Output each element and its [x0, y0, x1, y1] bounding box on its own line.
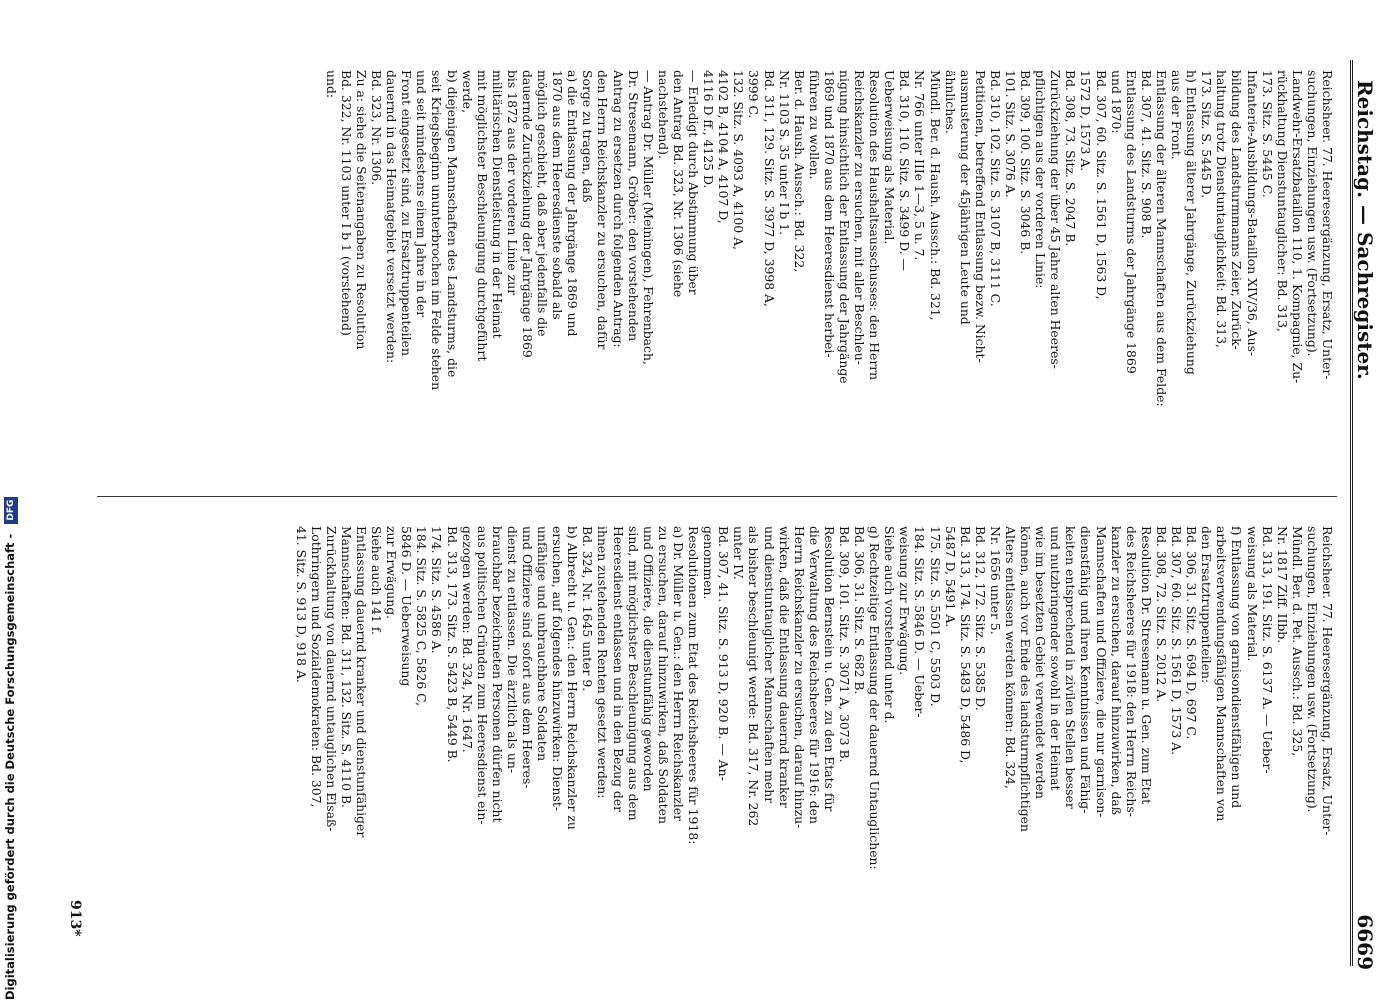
text-line: bildung des Landsturmmanns Zeier, Zurück-: [1229, 70, 1245, 350]
text-line: Zurückziehung der über 45 Jahre alten Heeres-: [1048, 70, 1064, 369]
text-line: Bd. 309, 101. Sitz. S. 3071 A, 3073 B.: [837, 526, 852, 763]
text-line: Sorge zu tragen, daß: [580, 70, 596, 203]
text-line: und dienstuntauglicher Mannschaften mehr: [761, 526, 777, 804]
text-line: genommen.: [701, 526, 717, 600]
text-line: 1870 aus dem Heeresdienste sobald als: [550, 70, 566, 320]
text-line: zu ersuchen, darauf hinzuwirken, daß Soldaten: [655, 526, 671, 824]
text-line: Dr. Stresemann, Gröber: den vorstehenden: [625, 70, 641, 342]
text-line: Mündl. Ber. d. Haush. Aussch.: Bd. 321,: [927, 70, 943, 321]
text-line: Reichsheer. 77. Heeresergänzung, Ersatz, Unter-: [1320, 526, 1335, 836]
text-line: Resolution Bernstein u. Gen. zu den Etats für: [821, 526, 837, 812]
text-line: 5846 D. — Ueberweisung: [399, 526, 415, 687]
text-line: kanzler zu ersuchen, darauf hinzuwirken, daß: [1108, 526, 1124, 816]
text-line: dienst zu entlassen. Die ärztlich als un-: [504, 526, 520, 774]
text-line: Bd. 323, Nr. 1306.: [369, 70, 385, 186]
text-line: b) diejenigen Mannschaften des Landsturms, die: [444, 70, 460, 378]
text-line: Entlassung der älteren Mannschaften aus dem Felde:: [1153, 70, 1169, 407]
text-line: 132. Sitz. S. 4093 A, 4100 A,: [731, 70, 747, 250]
text-line: Bd. 306, 31. Sitz. S. 682 B.: [852, 526, 868, 695]
text-line: und seit mindestens einem Jahre in der: [414, 70, 430, 318]
text-line: nachstehend).: [655, 70, 671, 159]
text-line: suchungen, Einziehungen usw. (Fortsetzung).: [1304, 526, 1320, 813]
text-line: haltung trotz Dienstuntauglichkeit: Bd. 313,: [1214, 70, 1230, 348]
text-line: Bd. 324, Nr. 1645 unter 9.: [580, 526, 596, 692]
text-line: Zurückhaltung von dauernd untauglichen Elsaß-: [323, 526, 339, 832]
text-line: und:: [323, 70, 339, 99]
text-line: 1572 D, 1573 A.: [1078, 70, 1094, 172]
text-line: nigung hinsichtlich der Entlassung der Jahrgänge: [837, 70, 852, 384]
text-line: den Herrn Reichskanzler zu ersuchen, dafür: [595, 70, 611, 350]
text-line: als bisher beschleunigt werde: Bd. 317, Nr. 262: [746, 526, 762, 827]
text-line: h) Entlassung älterer Jahrgänge, Zurückziehung: [1184, 70, 1200, 375]
credit-text: Digitalisierung gefördert durch die Deutsche Forschungsgemeinschaft -: [3, 533, 17, 1000]
text-line: a) Dr. Müller u. Gen.: den Herrn Reichskanzler: [670, 526, 686, 822]
dfg-logo: DFG: [4, 497, 18, 524]
text-line: ausmusterung der 45jährigen Leute und: [957, 70, 973, 325]
text-line: Nr. 766 unter IIIe 1—3, 5 u. 7.: [912, 70, 928, 261]
text-line: 175. Sitz. S. 5501 C, 5503 D.: [927, 526, 943, 707]
text-line: und Offiziere, die dienstunfähig geworden: [640, 526, 656, 792]
text-line: die Verwaltung des Reichsheeres für 1916: den: [806, 526, 822, 824]
text-line: Front eingesetzt sind, zu Ersatztruppenteilen: [399, 70, 415, 356]
text-line: Reichskanzler zu ersuchen, mit aller Beschleu-: [852, 70, 868, 365]
text-line: 184. Sitz. S. 5846 D. — Ueber-: [912, 526, 928, 718]
text-line: Siehe auch vorstehend unter d.: [882, 526, 898, 724]
text-line: ähnliches.: [942, 70, 958, 134]
text-line: den Ersatztruppenteilen:: [1199, 526, 1215, 684]
text-line: 5487 D, 5491 A.: [942, 526, 958, 628]
text-line: Bd. 308, 72. Sitz. S. 2012 A.: [1153, 526, 1169, 703]
text-line: wirken, daß die Entlassung dauernd kranker: [776, 526, 792, 808]
text-line: suchungen, Einziehungen usw. (Fortsetzung).: [1304, 70, 1320, 357]
text-line: weisung als Material.: [1244, 526, 1260, 662]
text-line: aus der Front.: [1169, 70, 1185, 160]
text-line: seit Kriegsbeginn ununterbrochen im Felde stehen: [429, 70, 445, 391]
text-line: zur Erwägung.: [384, 526, 400, 620]
column-right: [294, 526, 1335, 946]
text-line: Bd. 306, 31. Sitz. S. 694 D, 697 C.: [1184, 526, 1200, 740]
text-line: militärischen Dienstleistung in der Heimat: [489, 70, 505, 339]
text-line: aus politischen Gründen zum Heeresdienst ein-: [474, 526, 490, 825]
text-line: den Antrag Bd. 323, Nr. 1306 (siehe: [670, 70, 686, 298]
text-line: Landwehr-Ersatzbataillon 110, 1. Kompagnie, Zu-: [1289, 70, 1305, 384]
text-line: Bd. 311, 129. Sitz. S. 3977 D, 3998 A,: [761, 70, 777, 307]
text-line: Bd. 310, 110. Sitz. S. 3499 D. —: [897, 70, 913, 271]
text-line: Mündl. Ber. d. Pet. Aussch.: Bd. 325,: [1289, 526, 1305, 757]
text-line: keiten entsprechend in zivilen Stellen besser: [1063, 526, 1079, 809]
text-line: dienstfähig und ihren Kenntnissen und Fähig-: [1078, 526, 1094, 814]
text-line: Mannschaften und Offiziere, die nur garnison-: [1093, 526, 1109, 818]
text-line: pflichtigen aus der vorderen Linie:: [1033, 70, 1049, 289]
text-line: Antrag zu ersetzen durch folgenden Antrag:: [610, 70, 626, 348]
text-line: Reichsheer. 77. Heeresergänzung, Ersatz, Unter-: [1320, 70, 1335, 380]
header-rule: [1350, 60, 1353, 966]
text-line: werde,: [459, 70, 475, 114]
text-line: 184. Sitz. S. 5825 C, 5826 C,: [414, 526, 430, 707]
text-line: Siehe auch 141 f.: [369, 526, 385, 635]
text-line: Bd. 313, 174. Sitz. S. 5483 D, 5486 D,: [957, 526, 973, 764]
text-line: und 1870:: [1108, 70, 1124, 134]
text-line: führen zu wollen.: [806, 70, 822, 180]
page-number: 6669: [1353, 914, 1377, 970]
text-line: Petitionen, betreffend Entlassung bezw. Nicht-: [972, 70, 988, 363]
text-line: möglich geschieht, daß aber jedenfalls die: [535, 70, 551, 337]
text-line: dauernd in das Heimatgebiet versetzt werden:: [384, 70, 400, 364]
text-line: ihnen zustehenden Renten gesetzt werden:: [595, 526, 611, 799]
text-line: 41. Sitz. S. 913 D, 918 A.: [293, 526, 309, 683]
text-line: f) Entlassung von garnisondienstfähigen und: [1229, 526, 1245, 809]
header-section-title: Reichstag. — Sachregister.: [1353, 80, 1377, 380]
text-line: Zu a: siehe die Seitenangaben zu Resolution: [354, 70, 369, 350]
column-divider: [97, 496, 1337, 497]
text-line: Mannschaften: Bd. 311, 132. Sitz. S. 4110 B.: [338, 526, 354, 808]
text-line: Nr. 1103 S. 35 unter I b 1.: [776, 70, 792, 236]
text-line: wie im besetzten Gebiet verwendet werden: [1033, 526, 1049, 800]
footer-page-mark: 913*: [67, 900, 83, 937]
text-line: b) Albrecht u. Gen.: den Herrn Reichskanzler zu: [565, 526, 581, 830]
text-line: mit möglichster Beschleunigung durchgeführt: [474, 70, 490, 362]
text-line: Bd. 307, 60. Sitz. S. 1561 D, 1573 A.: [1169, 526, 1185, 756]
text-line: Bd. 307, 60. Sitz. S. 1561 D, 1563 D,: [1093, 70, 1109, 300]
text-line: sind, mit möglichster Beschleunigung aus dem: [625, 526, 641, 821]
text-line: Alters entlassen werden können: Bd. 324,: [1003, 526, 1019, 789]
text-line: Bd. 322, Nr. 1103 unter I b 1 (vorstehend): [338, 70, 354, 336]
text-line: Bd. 312, 172. Sitz. S. 5385 D.: [972, 526, 988, 711]
text-line: 4102 B, 4104 A, 4107 D,: [716, 70, 732, 224]
text-line: Nr. 1656 unter 5.: [987, 526, 1003, 635]
text-line: Bd. 309, 100. Sitz. S. 3046 B.: [1018, 70, 1034, 255]
text-line: können, auch vor Ende des landsturmpflichtigen: [1018, 526, 1034, 832]
text-line: und nutzbringender sowohl in der Heimat: [1048, 526, 1064, 791]
text-line: Bd. 313, 191. Sitz. S. 6137 A. — Ueber-: [1259, 526, 1275, 774]
text-line: 1869 und 1870 aus dem Heeresdienst herbei-: [821, 70, 837, 358]
text-line: bis 1872 aus der vorderen Linie zur: [504, 70, 520, 296]
digitization-credit: [0, 0, 20, 1000]
text-line: weisung zur Erwägung.: [897, 526, 913, 676]
text-line: 173. Sitz. S. 5445 D.: [1199, 70, 1215, 199]
text-line: rückhaltung Dienstuntauglicher: Bd. 313,: [1274, 70, 1290, 332]
text-line: Bd. 308, 73. Sitz. S. 2047 B.: [1063, 70, 1079, 247]
text-line: dauernde Zurückziehung der Jahrgänge 1869: [520, 70, 536, 358]
text-line: brauchbar bezeichneten Personen dürfen nicht: [489, 526, 505, 823]
text-line: Lothringern und Sozialdemokraten: Bd. 307,: [308, 526, 324, 808]
text-line: 3999 C.: [746, 70, 762, 119]
text-line: des Reichsheeres für 1918: den Herrn Reichs-: [1123, 526, 1139, 817]
text-line: 4116 D ff., 4125 D.: [701, 70, 717, 189]
text-line: ersuchen, auf folgendes hinzuwirken: Dienst-: [550, 526, 566, 812]
text-line: Entlassung dauernd kranker und dienstunfähiger: [354, 526, 369, 838]
text-line: Ber. d. Haush. Aussch.: Bd. 322,: [791, 70, 807, 273]
text-line: — Antrag Dr. Müller (Meiningen), Fehrenbach,: [640, 70, 656, 365]
text-line: Resolution Dr. Stresemann u. Gen. zum Etat: [1138, 526, 1154, 805]
text-line: a) die Entlassung der Jahrgänge 1869 und: [565, 70, 581, 337]
column-left: [324, 70, 1335, 490]
text-line: Ueberweisung als Material.: [882, 70, 898, 245]
text-line: g) Rechtzeitige Entlassung der dauernd Untauglichen:: [867, 526, 883, 870]
text-line: unter IV.: [731, 526, 747, 580]
text-line: gezogen werden: Bd. 324, Nr. 1647.: [459, 526, 475, 753]
text-line: 174. Sitz. S. 4586 A.: [429, 526, 445, 654]
text-line: Resolutionen zum Etat des Reichsheeres für 1918:: [686, 526, 702, 845]
text-line: Bd. 313, 173. Sitz. S. 5423 B, 5449 B.: [444, 526, 460, 763]
text-line: Resolution des Haushaltsausschusses: den Herrn: [867, 70, 883, 381]
text-line: Nr. 1817 Ziff. IIbb.: [1274, 526, 1290, 644]
text-line: Heeresdienst entlassen und in den Bezug der: [610, 526, 626, 813]
text-line: Bd. 307, 41. Sitz. S. 908 B.: [1138, 70, 1154, 239]
text-line: Bd. 310, 102. Sitz. S. 3107 B, 3111 C.: [987, 70, 1003, 307]
text-line: und Offiziere sind sofort aus dem Heeres-: [520, 526, 536, 789]
text-line: — Erledigt durch Abstimmung über: [686, 70, 702, 295]
text-line: Entlassung des Landsturms der Jahrgänge 1869: [1123, 70, 1139, 374]
text-line: Bd. 307, 41. Sitz. S. 913 D, 920 B. — An-: [716, 526, 732, 781]
text-line: arbeitsverwendungsfähigen Mannschaften von: [1214, 526, 1230, 822]
text-line: Infanterie-Ausbildungs-Bataillon XIV/36, Aus-: [1244, 70, 1260, 357]
text-line: 173. Sitz. S. 5445 C.: [1259, 70, 1275, 198]
text-line: 101. Sitz. S. 3076 A.: [1003, 70, 1019, 198]
text-line: unfähige und unbrauchbare Soldaten: [535, 526, 551, 762]
text-line: Herrn Reichskanzler zu ersuchen, darauf hinzu-: [791, 526, 807, 829]
